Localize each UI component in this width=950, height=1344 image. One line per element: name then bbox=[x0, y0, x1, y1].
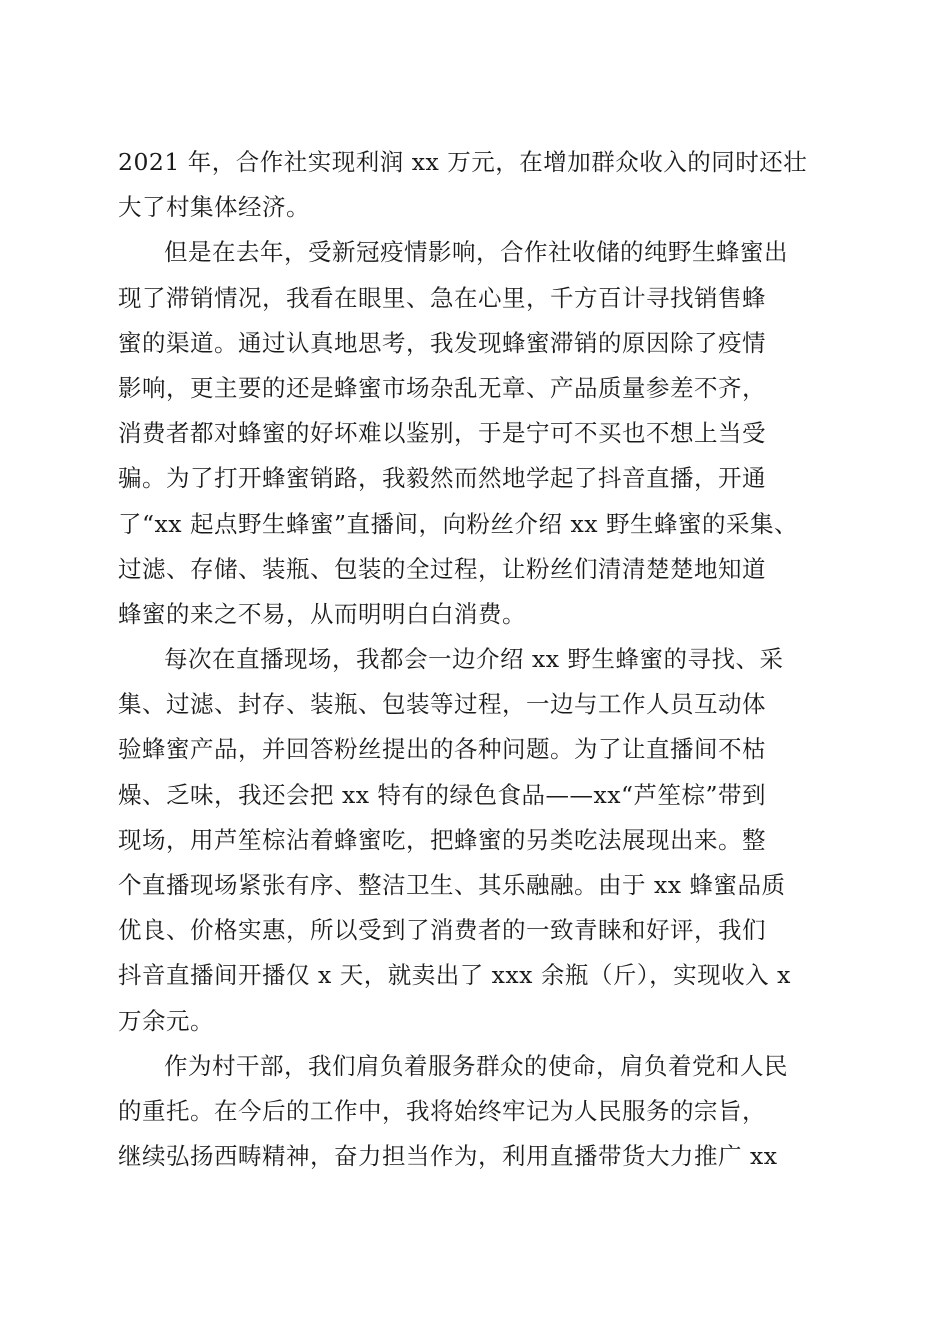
text-line: 现了滞销情况，我看在眼里、急在心里，千方百计寻找销售蜂 bbox=[118, 283, 766, 312]
text-line: 集、过滤、封存、装瓶、包装等过程，一边与工作人员互动体 bbox=[118, 690, 766, 719]
text-line: 骗。为了打开蜂蜜销路，我毅然而然地学起了抖音直播，开通 bbox=[118, 464, 766, 493]
text-line: 个直播现场紧张有序、整洁卫生、其乐融融。由于 xx 蜂蜜品质 bbox=[118, 871, 786, 899]
text-line: 了“xx 起点野生蜂蜜”直播间，向粉丝介绍 xx 野生蜂蜜的采集、 bbox=[118, 509, 798, 538]
paragraph-first-line: 但是在去年，受新冠疫情影响，合作社收储的纯野生蜂蜜出 bbox=[164, 238, 788, 267]
text-line: 万余元。 bbox=[118, 1006, 214, 1035]
text-line: 蜜的渠道。通过认真地思考，我发现蜂蜜滞销的原因除了疫情 bbox=[118, 328, 766, 357]
text-line: 消费者都对蜂蜜的好坏难以鉴别，于是宁可不买也不想上当受 bbox=[118, 419, 766, 448]
paragraph-first-line: 每次在直播现场，我都会一边介绍 xx 野生蜂蜜的寻找、采 bbox=[164, 645, 784, 674]
text-line: 蜂蜜的来之不易，从而明明白白消费。 bbox=[118, 599, 526, 628]
text-line: 现场，用芦笙棕沾着蜂蜜吃，把蜂蜜的另类吃法展现出来。整 bbox=[118, 825, 766, 854]
text-line: 抖音直播间开播仅 x 天，就卖出了 xxx 余瓶（斤），实现收入 x bbox=[118, 961, 791, 990]
text-line: 验蜂蜜产品，并回答粉丝提出的各种问题。为了让直播间不枯 bbox=[118, 735, 766, 764]
text-line: 影响，更主要的还是蜂蜜市场杂乱无章、产品质量参差不齐， bbox=[118, 373, 766, 402]
text-line: 的重托。在今后的工作中，我将始终牢记为人民服务的宗旨， bbox=[118, 1096, 766, 1125]
text-line: 燥、乏味，我还会把 xx 特有的绿色食品——xx“芦笙棕”带到 bbox=[118, 780, 766, 809]
text-line: 大了村集体经济。 bbox=[118, 193, 310, 222]
paragraph-first-line: 作为村干部，我们肩负着服务群众的使命，肩负着党和人民 bbox=[164, 1051, 788, 1080]
text-line: 2021 年，合作社实现利润 xx 万元，在增加群众收入的同时还壮 bbox=[118, 148, 808, 176]
text-line: 继续弘扬西畴精神，奋力担当作为，利用直播带货大力推广 xx bbox=[118, 1142, 778, 1171]
text-line: 优良、价格实惠，所以受到了消费者的一致青睐和好评，我们 bbox=[118, 916, 766, 945]
body-text bbox=[118, 140, 830, 1179]
text-line: 过滤、存储、装瓶、包装的全过程，让粉丝们清清楚楚地知道 bbox=[118, 554, 766, 583]
